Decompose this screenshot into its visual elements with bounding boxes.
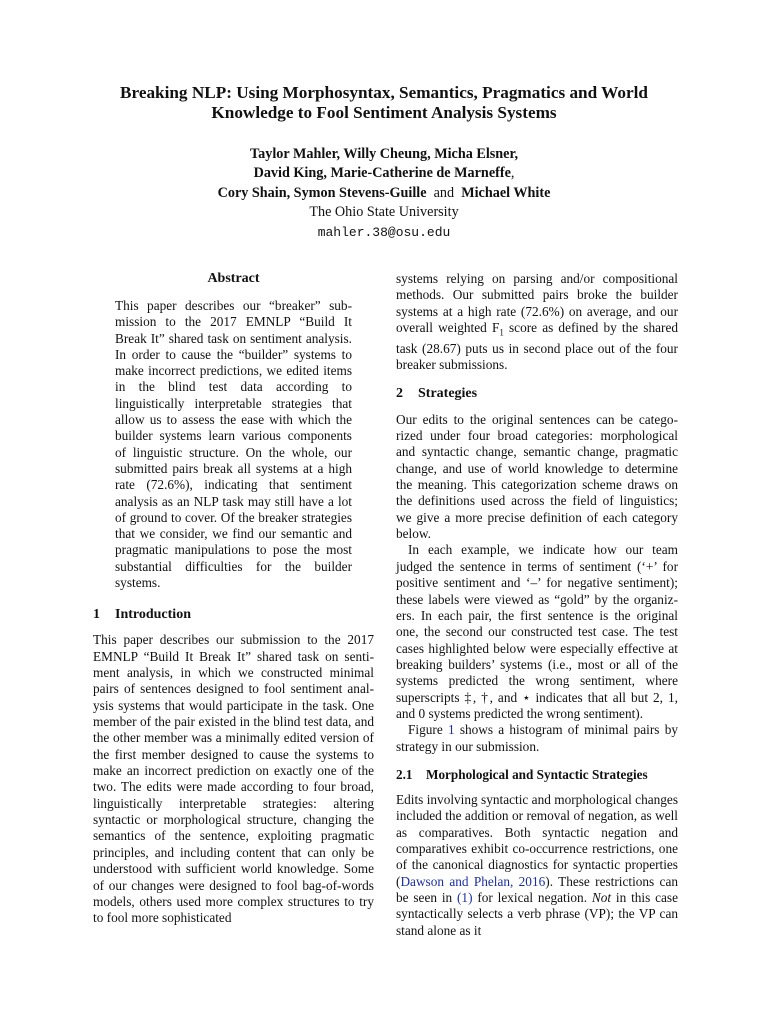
section-1-number: 1: [93, 607, 100, 623]
figure-1-link[interactable]: 1: [447, 722, 455, 738]
affiliation: The Ohio State University: [309, 204, 459, 221]
section-2-title: Strategies: [418, 385, 478, 401]
section-2-heading: [396, 385, 678, 402]
subsec-text-a: Edits involving syntactic and morphological changes included the addition or removal of negation, as well as comparatives. Both syntactic negation and comparatives exhibit co-occurrence restrictions, one of the canonical diagnostics for syntactic properties (: [396, 791, 678, 889]
not-word: Not: [591, 890, 612, 905]
title-line-2: Knowledge to Fool Sentiment Analysis Systems: [211, 103, 557, 122]
authors-line-3: [60, 184, 708, 203]
intro-cont-text-b: score as defined by the shared task (28.67) puts us in second place out of the four breaker submissions.: [396, 320, 678, 373]
subsec-text-b: ). These restrictions can be seen in: [396, 873, 678, 905]
authors-line-2-comma: ,: [510, 165, 515, 182]
strategies-paragraph-2: In each example, we indicate how our team judged the sentence in terms of sentiment (‘+’ for positive sentiment and ‘–’ for negative sentiment); these labels were viewed as “gold” by the organizers. In each pair, the first sentence is the original one, the second our constructed test case. The test cases highlighted below were especially effective at breaking builders’ systems (i.e., most or all of the systems predicted the wrong sentiment, where superscripts ‡, †, and ⋆ indicates that all but 2, 1, and 0 systems predicted the wrong sentiment).: [396, 542, 678, 721]
paper-title: [60, 83, 708, 123]
strategies-paragraph-3: [396, 722, 678, 755]
authors-line-1: Taylor Mahler, Willy Cheung, Micha Elsner,: [249, 146, 519, 162]
authors-and: and: [433, 184, 455, 201]
abstract-text: This paper describes our “breaker” submission to the 2017 EMNLP “Build It Break It” shared task on sentiment analysis. In order to cause the “builder” systems to make incorrect predictions, we edited items in the blind test data according to linguistically interpretable strategies that allow us to assess the ease with which the builder systems learn various components of linguistic structure. On the whole, our submitted pairs break all systems at a high rate (72.6%), indicating that sentiment analysis as an NLP task may still have a lot of ground to cover. Of the breaker strategies that we consider, we find our semantic and pragmatic manipulations to pose the most substantial difficulties for the builder systems.: [115, 298, 352, 591]
right-column: [396, 271, 678, 939]
subsec-text-d: in this case syntactically selects a verb phrase (VP); the VP can stand alone as it: [396, 890, 678, 938]
citation-dawson-phelan[interactable]: Dawson and Phelan, 2016: [400, 873, 546, 889]
author-block: [60, 145, 708, 242]
intro-paragraph: This paper describes our submission to the 2017 EMNLP “Build It Break It” shared task on sentiment analysis, in which we constructed minimal pairs of sentences designed to fool sentiment analysis systems that would participate in the task. One member of the pair existed in the blind test data, and the other member was a minimally edited version of the first member designed to cause the systems to make an incorrect prediction on exactly one of the two. The edits were made according to four broad, linguistically interpretable strategies: altering syntactic or morphological structure, changing the semantics of the sentence, exploiting pragmatic principles, and including content that can only be understood with sufficient world knowledge. Some of our changes were designed to fool bag-of-words models, others used more complex structures to try to fool more sophisticated: [93, 632, 374, 926]
left-column: [93, 270, 374, 927]
section-2-number: 2: [396, 385, 403, 401]
subsection-2-1-paragraph: [396, 792, 678, 939]
authors-line-3-names: Cory Shain, Symon Stevens-Guille: [217, 184, 427, 201]
authors-line-3-last: Michael White: [461, 184, 551, 201]
authors-line-2-names: David King, Marie-Catherine de Marneffe: [253, 165, 511, 182]
title-line-1: Breaking NLP: Using Morphosyntax, Semantics, Pragmatics and World: [120, 83, 648, 102]
example-1-link[interactable]: (1): [457, 890, 473, 905]
f1-subscript: 1: [499, 327, 504, 338]
subsec-text-c: for lexical negation.: [472, 890, 592, 905]
intro-cont-text-a: systems relying on parsing and/or compositional methods. Our submitted pairs broke the builder systems at a high rate (72.6%) on average, and our overall weighted F: [396, 271, 678, 336]
subsection-2-1-title: Morphological and Syntactic Strategies: [426, 766, 648, 782]
section-1-title: Introduction: [115, 607, 191, 623]
figure-ref-text-a: Figure: [408, 722, 448, 738]
subsection-2-1-number: 2.1: [396, 766, 413, 782]
authors-line-2: [60, 164, 708, 183]
section-1-heading: [93, 606, 374, 623]
author-email[interactable]: mahler.38@osu.edu: [317, 224, 451, 240]
figure-ref-text-b: shows a histogram of minimal pairs by strategy in our submission.: [396, 722, 678, 754]
intro-continued-paragraph: [396, 271, 678, 374]
subsection-2-1-heading: [396, 767, 678, 783]
abstract-heading: Abstract: [207, 271, 260, 286]
strategies-paragraph-1: Our edits to the original sentences can be categorized under four broad categories: morphological and syntactic change, semantic change, pragmatic change, and use of world knowledge to determine the meaning. This categorization scheme draws on the definitions used across the field of linguistics; we give a more precise definition of each category below.: [396, 411, 678, 542]
